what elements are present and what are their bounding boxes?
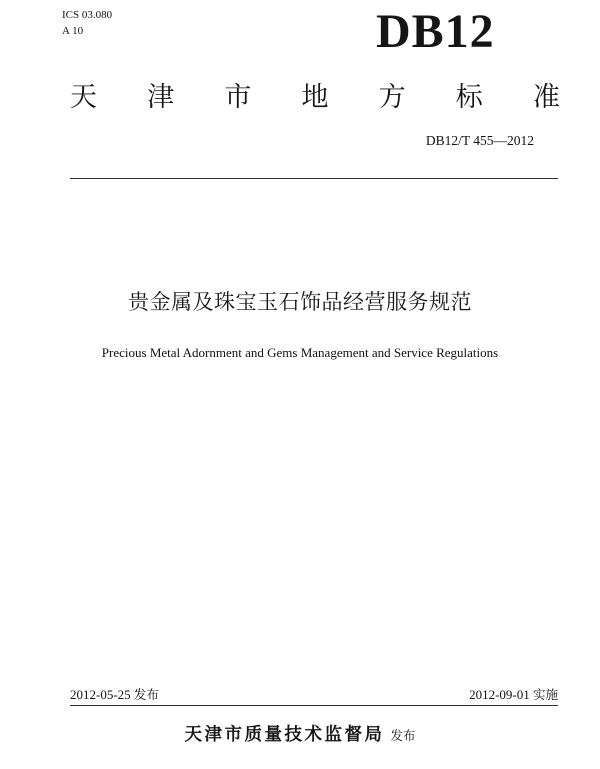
category-code: A 10: [62, 25, 84, 37]
top-divider: [70, 178, 558, 179]
publisher-line: [0, 721, 600, 746]
issue-date-line: [70, 687, 159, 703]
standard-number: DB12/T 455—2012: [425, 133, 534, 148]
masthead-char: 市: [224, 82, 252, 113]
title-english: Precious Metal Adornment and Gems Management and Service Regulations: [101, 345, 499, 360]
issue-date: 2012-05-25: [70, 687, 131, 702]
masthead-char: 标: [455, 82, 483, 113]
masthead-char: 准: [532, 82, 560, 113]
local-standard-heading: [70, 82, 560, 114]
title-chinese: 贵金属及珠宝玉石饰品经营服务规范: [128, 290, 472, 314]
implementation-label: 实施: [532, 687, 558, 702]
implementation-date: 2012-09-01: [469, 687, 530, 702]
masthead-char: 天: [70, 82, 97, 113]
masthead-char: 方: [378, 82, 406, 113]
implementation-date-line: [469, 687, 558, 703]
bottom-divider: [70, 705, 558, 706]
issue-label: 发布: [133, 687, 159, 702]
publisher-name: 天津市质量技术监督局: [184, 725, 385, 745]
masthead-char: 津: [147, 82, 175, 113]
standard-prefix: DB12: [376, 5, 495, 58]
ics-code: ICS 03.080: [62, 9, 113, 21]
publisher-suffix: 发布: [390, 728, 416, 743]
masthead-char: 地: [301, 82, 329, 113]
